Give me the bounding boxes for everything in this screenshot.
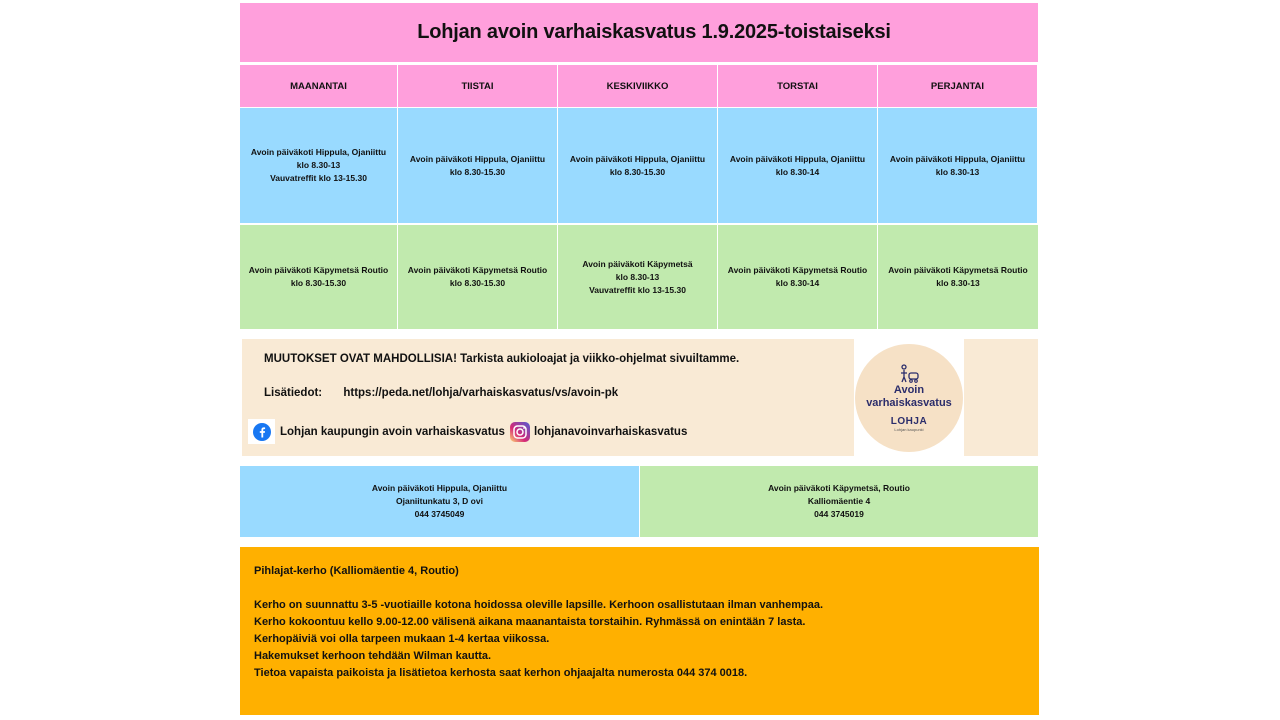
- cell-line: klo 8.30-13: [935, 166, 980, 177]
- family-icon: [898, 364, 920, 384]
- address-line: Kalliomäentie 4: [807, 496, 871, 506]
- cell-line: Avoin päiväkoti Hippula, Ojaniittu: [889, 153, 1026, 164]
- cell-line: Avoin päiväkoti Käpymetsä Routio: [248, 265, 389, 275]
- club-line: Kerho on suunnattu 3-5 -vuotiaille kotona hoidossa oleville lapsille. Kerhoon osallistutaan ilman vanhempaa.: [254, 599, 824, 611]
- day-header: MAANANTAI: [240, 65, 398, 107]
- kapymetsa-cell-fri: [878, 225, 1038, 329]
- hippula-cell-wed: [558, 108, 718, 223]
- day-header: TORSTAI: [718, 65, 878, 107]
- cell-line: klo 8.30-13: [296, 160, 341, 170]
- address-kapymetsa: [640, 466, 1038, 537]
- club-line: Hakemukset kerhoon tehdään Wilman kautta.: [254, 650, 492, 662]
- social-links: [248, 419, 687, 444]
- cell-line: Avoin päiväkoti Hippula, Ojaniittu: [250, 147, 387, 157]
- kapymetsa-cell-thu: [718, 225, 878, 329]
- cell-line: Avoin päiväkoti Hippula, Ojaniittu: [409, 153, 546, 164]
- cell-line: klo 8.30-15.30: [609, 166, 666, 177]
- cell-line: klo 8.30-15.30: [290, 278, 347, 288]
- logo-box: [854, 339, 964, 456]
- day-header: PERJANTAI: [878, 65, 1038, 107]
- logo-brand: LOHJA: [890, 415, 928, 427]
- more-info: [264, 387, 618, 399]
- kapymetsa-cell-tue: [398, 225, 558, 329]
- kapymetsa-cell-wed: [558, 225, 718, 329]
- hippula-cell-tue: [398, 108, 558, 223]
- logo-line1: Avoin: [893, 383, 925, 396]
- address-line: Ojaniitunkatu 3, D ovi: [396, 496, 483, 506]
- page-title: Lohjan avoin varhaiskasvatus 1.9.2025-toistaiseksi: [417, 21, 891, 43]
- instagram-link[interactable]: lohjanavoinvarhaiskasvatus: [533, 425, 688, 438]
- more-info-link[interactable]: https://peda.net/lohja/varhaiskasvatus/vs/avoin-pk: [343, 387, 619, 399]
- hippula-cell-mon: [240, 108, 398, 223]
- cell-line: Vauvatreffit klo 13-15.30: [589, 284, 686, 295]
- address-phone: 044 3745019: [814, 509, 864, 519]
- address-line: Avoin päiväkoti Hippula, Ojaniittu: [371, 483, 508, 493]
- info-panel: [242, 339, 1038, 456]
- title-bar: [240, 3, 1038, 62]
- cell-line: klo 8.30-13: [615, 271, 660, 282]
- cell-line: Avoin päiväkoti Hippula, Ojaniittu: [569, 153, 706, 164]
- club-info: [240, 547, 1039, 715]
- hippula-cell-thu: [718, 108, 878, 223]
- hippula-cell-fri: [878, 108, 1038, 223]
- club-line: Kerho kokoontuu kello 9.00-12.00 välisenä aikana maanantaista torstaihin. Ryhmässä on enintään 7 lasta.: [254, 616, 806, 628]
- address-line: Avoin päiväkoti Käpymetsä, Routio: [768, 483, 910, 493]
- schedule-grid: [240, 65, 1038, 329]
- logo-sub: Lohjan kaupunki: [894, 426, 924, 432]
- address-phone: 044 3745049: [414, 509, 465, 519]
- club-line: Tietoa vapaista paikoista ja lisätietoa kerhosta saat kerhon ohjaajalta numerosta 044 374 0018.: [254, 667, 748, 679]
- cell-line: klo 8.30-14: [775, 166, 820, 177]
- cell-line: klo 8.30-15.30: [449, 166, 506, 177]
- day-header: KESKIVIIKKO: [558, 65, 718, 107]
- cell-line: klo 8.30-13: [936, 278, 980, 288]
- instagram-icon[interactable]: [509, 421, 531, 443]
- facebook-link[interactable]: Lohjan kaupungin avoin varhaiskasvatus: [280, 425, 505, 438]
- cell-line: Avoin päiväkoti Hippula, Ojaniittu: [729, 153, 866, 164]
- more-info-label: Lisätiedot:: [264, 387, 323, 399]
- club-line: Kerhopäiviä voi olla tarpeen mukaan 1-4 kertaa viikossa.: [254, 633, 550, 645]
- cell-line: Avoin päiväkoti Käpymetsä Routio: [727, 265, 868, 275]
- cell-line: klo 8.30-15.30: [449, 278, 506, 288]
- cell-line: Avoin päiväkoti Käpymetsä: [582, 258, 693, 269]
- kapymetsa-cell-mon: [240, 225, 398, 329]
- cell-line: Avoin päiväkoti Käpymetsä Routio: [888, 265, 1028, 275]
- day-header: TIISTAI: [398, 65, 558, 107]
- cell-line: klo 8.30-14: [775, 278, 820, 288]
- facebook-icon[interactable]: [248, 419, 275, 444]
- logo-line2: varhaiskasvatus: [866, 396, 952, 409]
- cell-line: Vauvatreffit klo 13-15.30: [270, 173, 367, 183]
- cell-line: Avoin päiväkoti Käpymetsä Routio: [407, 265, 548, 275]
- avoin-varhaiskasvatus-logo: [855, 344, 963, 452]
- club-heading: Pihlajat-kerho (Kalliomäentie 4, Routio): [254, 565, 459, 577]
- changes-notice: MUUTOKSET OVAT MAHDOLLISIA! Tarkista aukioloajat ja viikko-ohjelmat sivuiltamme.: [264, 353, 740, 365]
- address-hippula: [240, 466, 639, 537]
